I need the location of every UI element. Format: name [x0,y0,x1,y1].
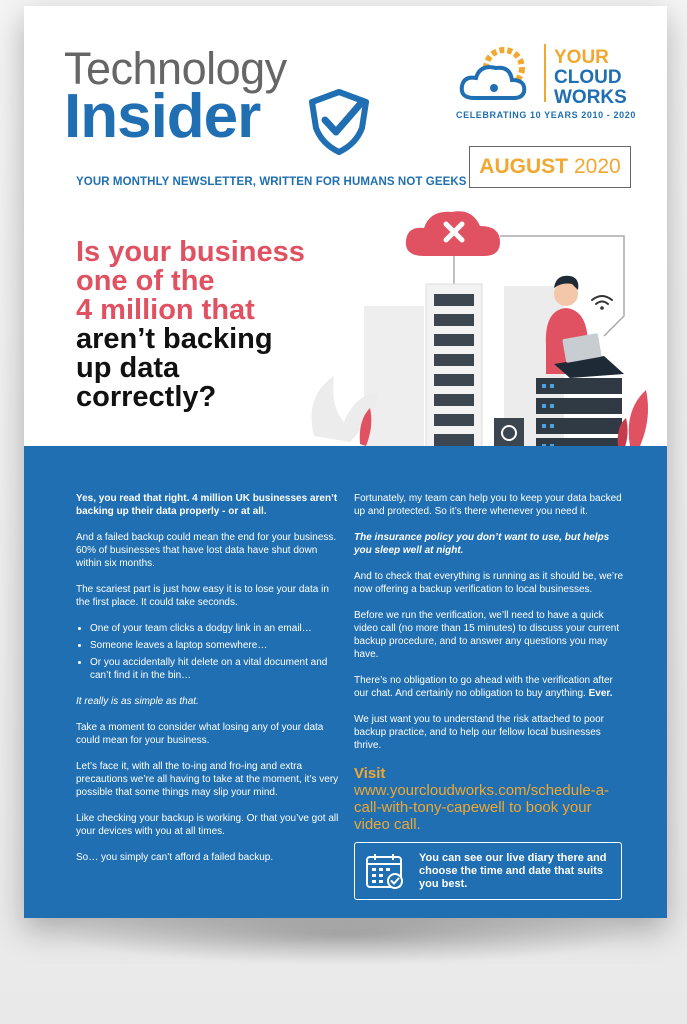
tagline: YOUR MONTHLY NEWSLETTER, WRITTEN FOR HUMANS NOT GEEKS [76,176,467,188]
risk-list [76,622,344,682]
right-column [354,492,624,846]
left-column [76,492,344,877]
paragraph: Like checking your backup is working. Or that you’ve got all your devices with you at all times. [76,813,339,837]
headline-line: up data [76,352,180,384]
paragraph-text: There’s no obligation to go ahead with the verification after our chat. And certainly no obligation to buy anything. [354,675,613,699]
calendar-check-icon [365,852,405,890]
headline-line: aren’t backing [76,323,273,355]
logo-celebrating: CELEBRATING 10 YEARS 2010 - 2020 [456,110,636,120]
paragraph: Before we run the verification, we’ll need to have a quick video call (no more than 15 minutes) to discuss your current backup procedure, and to answer any questions you may have. [354,610,620,660]
paragraph: It really is as simple as that. [76,696,199,707]
issue-year: 2020 [573,155,621,178]
visit-link[interactable]: www.yourcloudworks.com/schedule-a-call-with-tony-capewell [354,782,610,816]
diary-callout-box [354,842,622,900]
paragraph: The scariest part is just how easy it is to lose your data in the first place. It could take seconds. [76,584,329,608]
headline-line: one of the [76,265,215,297]
list-item: • Or you accidentally hit delete on a vital document and can’t find it in the bin… [90,656,344,682]
paragraph: And to check that everything is running as it should be, we’re now offering a backup verification to local businesses. [354,571,624,595]
issue-month: AUGUST [479,155,568,178]
paragraph: So… you simply can’t afford a failed backup. [76,852,274,863]
article-body [24,446,667,918]
paragraph-emphasis: Ever. [588,688,613,699]
paragraph: The insurance policy you don’t want to use, but helps you sleep well at night. [354,532,610,556]
list-item: • Someone leaves a laptop somewhere… [90,639,344,652]
paragraph: Yes, you read that right. 4 million UK businesses aren’t backing up their data properly - or at all. [76,493,338,517]
list-item: • One of your team clicks a dodgy link in an email… [90,622,344,635]
logo-text-your: YOUR [554,47,609,68]
headline-line: 4 million that [76,294,255,326]
issue-date-box [469,146,631,188]
paragraph: And a failed backup could mean the end for your business. 60% of businesses that have lost data have shut down within six months. [76,532,337,569]
logo-text-cloud: CLOUD [554,67,622,88]
wifi-icon [592,296,612,304]
visit-callout [354,765,624,833]
visit-label: Visit [354,765,386,782]
server-illustration [274,196,664,456]
newsletter-page [24,6,667,918]
paragraph: We just want you to understand the risk attached to poor backup practice, and to help our fellow local businesses thrive. [354,714,604,751]
paragraph: Fortunately, my team can help you to keep your data backed up and protected. So it’s there whenever you need it. [354,493,622,517]
headline-line: correctly? [76,381,217,413]
logo-text-works: WORKS [554,87,627,108]
diary-callout-text: You can see our live diary there and choose the time and date that suits you best. [419,852,607,890]
paragraph: Take a moment to consider what losing any of your data could mean for your business. [76,722,324,746]
paragraph: Let’s face it, with all the to-ing and fro-ing and extra precautions we’re all having to take at the moment, it’s very possible that some things may slip your mind. [76,761,339,798]
visit-tail: to book your video call. [354,799,592,833]
masthead-technology: Technology [64,43,287,94]
paragraph [354,674,624,700]
logo-divider [544,44,546,102]
shield-check-icon [304,86,374,156]
headline-line: Is your business [76,236,305,268]
cloud-error-icon [406,211,500,256]
masthead-insider: Insider [64,82,261,151]
